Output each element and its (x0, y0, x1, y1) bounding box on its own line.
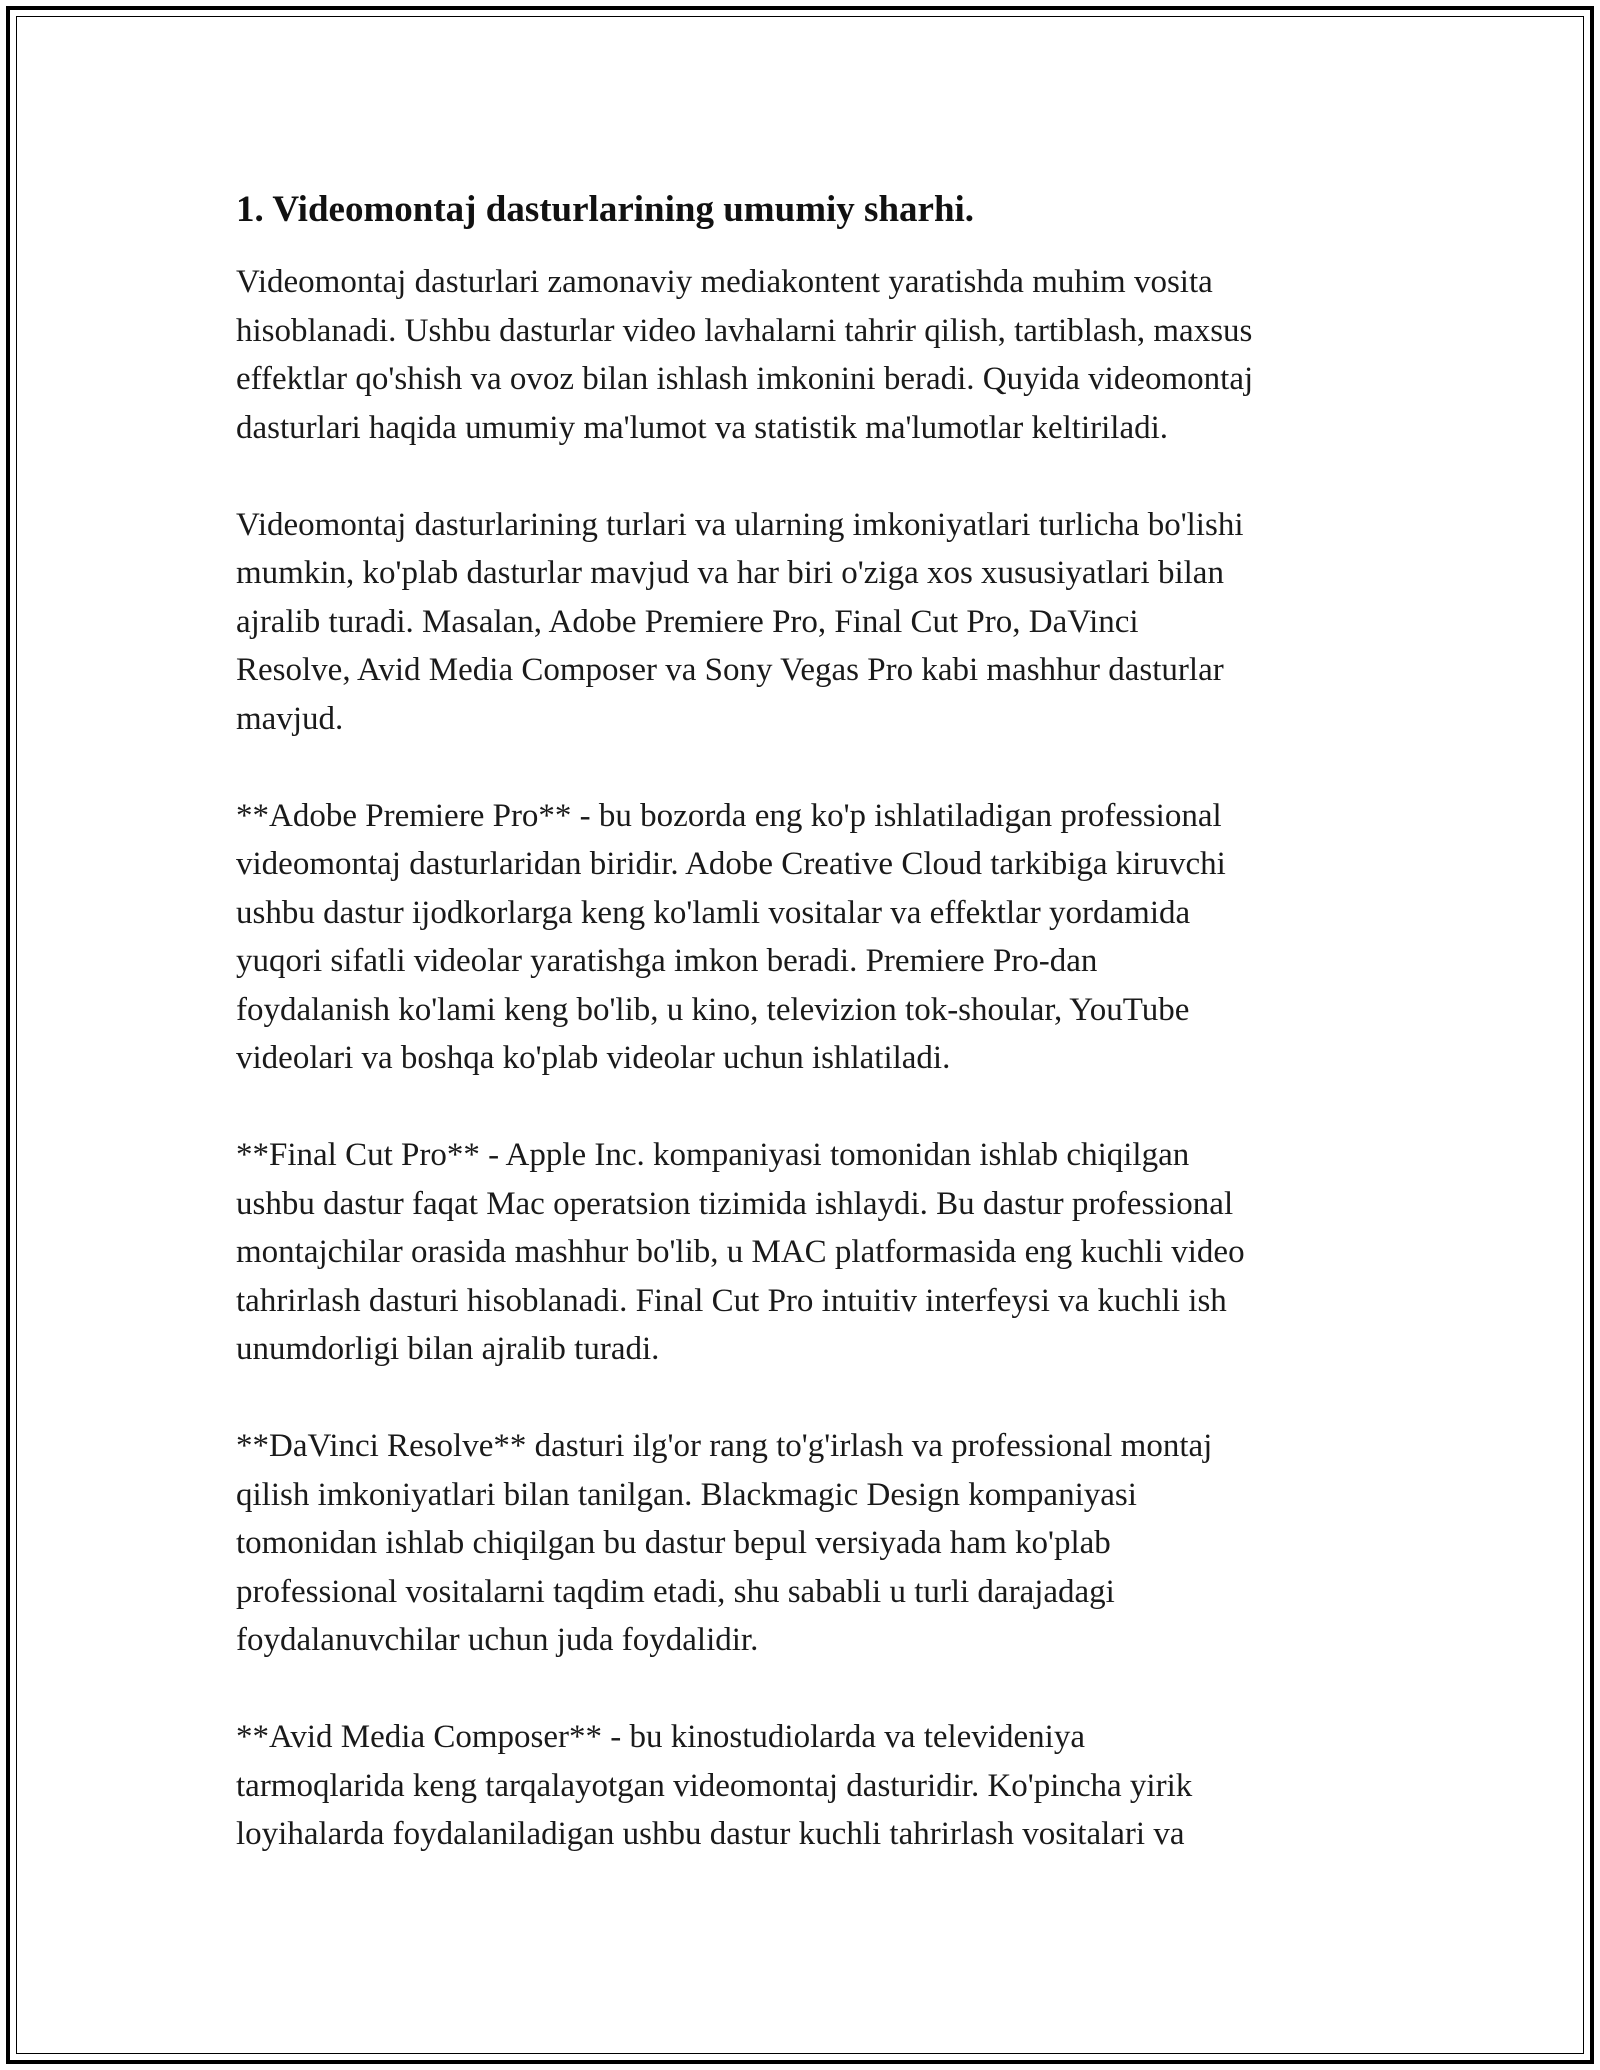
text-line: ajralib turadi. Masalan, Adobe Premiere Pro, Final Cut Pro, DaVinci (236, 603, 1139, 640)
paragraph-avid (236, 1713, 1406, 1859)
text-line: mumkin, ko'plab dasturlar mavjud va har biri o'ziga xos xususiyatlari bilan (236, 555, 1224, 591)
text-line: **Final Cut Pro** - Apple Inc. kompaniyasi tomonidan ishlab chiqilgan (236, 1137, 1190, 1173)
text-line: qilish imkoniyatlari bilan tanilgan. Blackmagic Design kompaniyasi (236, 1476, 1137, 1513)
text-line: unumdorligi bilan ajralib turadi. (236, 1331, 660, 1367)
text-line: Videomontaj dasturlari zamonaviy mediakontent yaratishda muhim vosita (236, 264, 1213, 300)
text-line: effektlar qo'shish va ovoz bilan ishlash imkonini beradi. Quyida videomontaj (236, 361, 1254, 397)
text-line: montajchilar orasida mashhur bo'lib, u MAC platformasida eng kuchli video (236, 1234, 1245, 1270)
text-line: ushbu dastur faqat Mac operatsion tizimida ishlaydi. Bu dastur professional (236, 1185, 1234, 1222)
text-line: tahrirlash dasturi hisoblanadi. Final Cut Pro intuitiv interfeysi va kuchli ish (236, 1282, 1227, 1319)
text-line: professional vositalarni taqdim etadi, shu sababli u turli darajadagi (236, 1573, 1115, 1610)
text-line: Resolve, Avid Media Composer va Sony Vegas Pro kabi mashhur dasturlar (236, 652, 1224, 688)
text-line: **DaVinci Resolve** dasturi ilg'or rang to'g'irlash va professional montaj (236, 1428, 1213, 1464)
paragraph-final-cut (236, 1131, 1406, 1374)
text-line: foydalanuvchilar uchun juda foydalidir. (236, 1622, 759, 1658)
text-line: foydalanish ko'lami keng bo'lib, u kino, televizion tok-shoular, YouTube (236, 991, 1190, 1028)
paragraph-davinci (236, 1422, 1406, 1665)
text-line: yuqori sifatli videolar yaratishga imkon beradi. Premiere Pro-dan (236, 943, 1098, 979)
text-line: mavjud. (236, 700, 344, 737)
document-body (236, 186, 1406, 1907)
text-line: **Adobe Premiere Pro** - bu bozorda eng ko'p ishlatiladigan professional (236, 797, 1222, 834)
text-line: dasturlari haqida umumiy ma'lumot va statistik ma'lumotlar keltiriladi. (236, 409, 1169, 446)
text-line: ushbu dastur ijodkorlarga keng ko'lamli vositalar va effektlar yordamida (236, 894, 1191, 931)
text-line: **Avid Media Composer** - bu kinostudiolarda va televideniya (236, 1719, 1085, 1755)
paragraph-intro (236, 258, 1406, 452)
text-line: Videomontaj dasturlarining turlari va ularning imkoniyatlari turlicha bo'lishi (236, 506, 1244, 543)
text-line: videomontaj dasturlaridan biridir. Adobe Creative Cloud tarkibiga kiruvchi (236, 846, 1226, 882)
paragraph-types (236, 501, 1406, 744)
paragraph-adobe-premiere (236, 792, 1406, 1083)
text-line: tarmoqlarida keng tarqalayotgan videomontaj dasturidir. Ko'pincha yirik (236, 1767, 1193, 1804)
text-line: tomonidan ishlab chiqilgan bu dastur bepul versiyada ham ko'plab (236, 1525, 1111, 1561)
text-line: videolari va boshqa ko'plab videolar uchun ishlatiladi. (236, 1040, 951, 1076)
text-line: loyihalarda foydalaniladigan ushbu dastur kuchli tahrirlash vositalari va (236, 1816, 1185, 1852)
section-heading: 1. Videomontaj dasturlarining umumiy sharhi. (236, 189, 975, 230)
text-line: hisoblanadi. Ushbu dasturlar video lavhalarni tahrir qilish, tartiblash, maxsus (236, 312, 1253, 349)
